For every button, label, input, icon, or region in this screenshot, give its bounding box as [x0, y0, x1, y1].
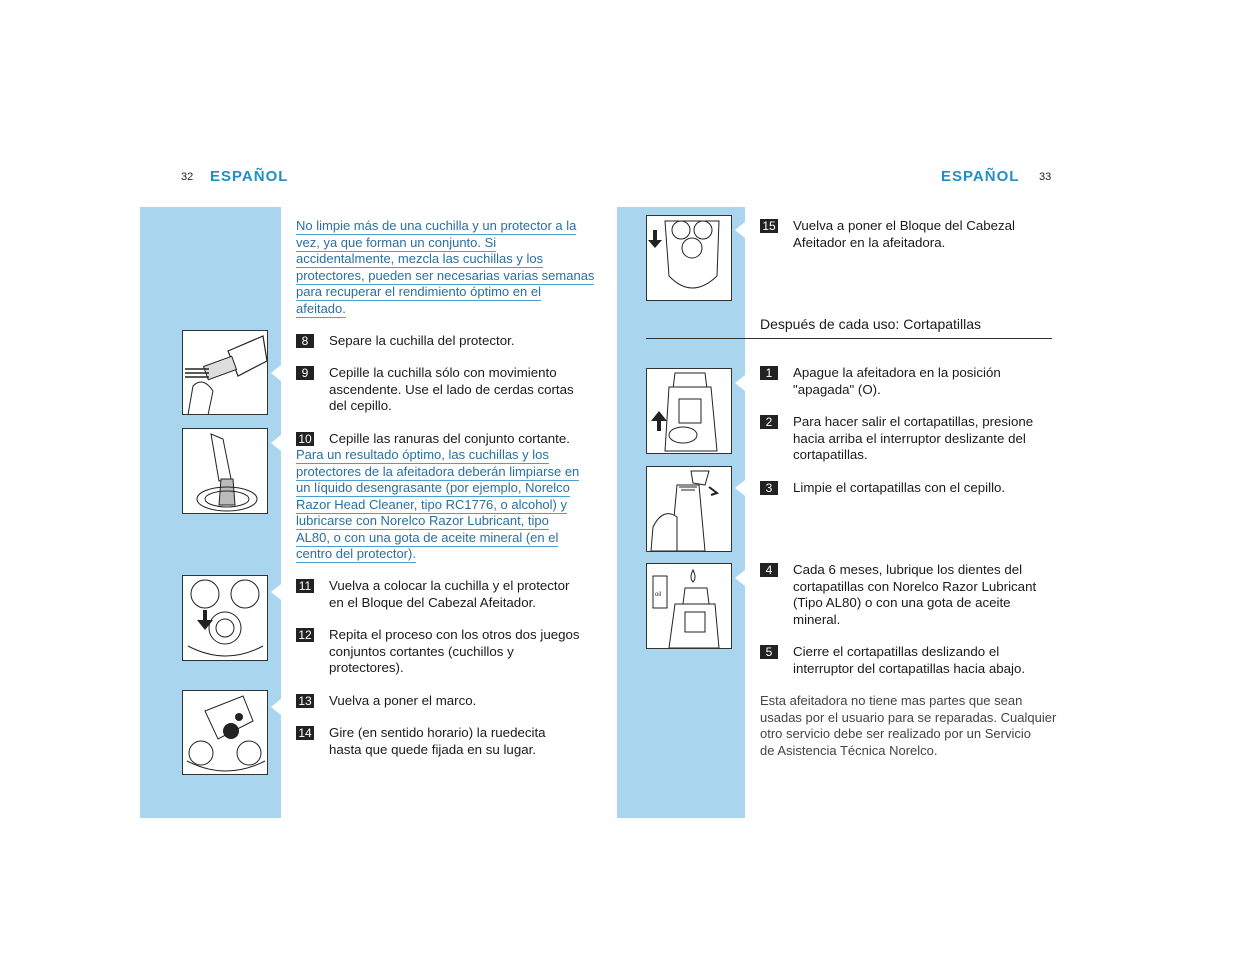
step-8 — [296, 333, 596, 350]
step-10-note — [296, 447, 596, 563]
step-10 — [296, 431, 596, 448]
step-text: Cepille la cuchilla sólo con movimiento — [329, 365, 557, 380]
note-line: afeitado. — [296, 300, 346, 316]
pointer-arrow — [271, 365, 281, 381]
step-text: ascendente. Use el lado de cerdas cortas — [329, 381, 574, 397]
step-number: 9 — [296, 366, 314, 380]
closing-line: Esta afeitadora no tiene mas partes que sean — [760, 693, 1023, 708]
step-number: 3 — [760, 481, 778, 495]
step-text: Gire (en sentido horario) la ruedecita — [329, 725, 546, 740]
note-line: protectores, pueden ser necesarias varias semanas — [296, 267, 595, 283]
step-text: Cada 6 meses, lubrique los dientes del — [793, 562, 1023, 577]
step-14 — [296, 725, 596, 759]
pointer-arrow — [735, 222, 745, 238]
closing-paragraph — [760, 693, 1060, 759]
closing-line: otro servicio debe ser realizado por un Servicio — [760, 726, 1031, 741]
warning-note — [296, 218, 596, 317]
step-text: hasta que quede fijada en su lugar. — [329, 741, 537, 757]
pointer-arrow — [735, 570, 745, 586]
trimmer-oil-icon — [646, 563, 732, 649]
trimmer-step-1 — [760, 365, 1060, 399]
trimmer-slide-up-icon — [646, 368, 732, 454]
trimmer-brush-icon — [646, 466, 732, 552]
step-11 — [296, 578, 596, 612]
step-text: Vuelva a colocar la cuchilla y el protector — [329, 578, 570, 593]
step-number: 15 — [760, 219, 778, 233]
page-number-right: 33 — [1039, 171, 1052, 183]
step-12 — [296, 627, 596, 677]
page-number-left: 32 — [181, 171, 194, 183]
note-line: vez, ya que forman un conjunto. Si — [296, 234, 497, 250]
pointer-arrow — [271, 699, 281, 715]
brush-cutter-icon — [182, 330, 268, 415]
step-text: "apagada" (O). — [793, 381, 881, 397]
step-number: 1 — [760, 366, 778, 380]
step-text: Separe la cuchilla del protector. — [329, 333, 515, 348]
step-text: cortapatillas. — [793, 447, 868, 462]
trimmer-step-5 — [760, 644, 1060, 678]
step-text: Afeitador en la afeitadora. — [793, 234, 946, 250]
note-line: protectores de la afeitadora deberán limpiarse en — [296, 463, 580, 479]
note-line: centro del protector). — [296, 546, 416, 561]
note-line: un líquido desengrasante (por ejemplo, Norelco — [296, 480, 570, 495]
step-text: Para hacer salir el cortapatillas, presione — [793, 414, 1034, 429]
language-header-right: ESPAÑOL — [941, 168, 1020, 185]
brush-cleaning-icon — [182, 428, 268, 514]
trimmer-step-3 — [760, 480, 1060, 497]
step-text: Repita el proceso con los otros dos juegos — [329, 627, 580, 642]
step-13 — [296, 693, 596, 710]
note-line: accidentalmente, mezcla las cuchillas y los — [296, 251, 544, 266]
step-text: cortapatillas con Norelco Razor Lubricant — [793, 578, 1037, 594]
note-line: No limpie más de una cuchilla y un protector a la — [296, 218, 577, 233]
trimmer-step-4 — [760, 562, 1060, 629]
note-line: Razor Head Cleaner, tipo RC1776, o alcohol) y — [296, 496, 567, 512]
step-number: 10 — [296, 432, 314, 446]
step-text: (Tipo AL80) o con una gota de aceite — [793, 595, 1011, 610]
step-text: interruptor del cortapatillas hacia abajo. — [793, 660, 1026, 676]
oil-bottle-label: oil — [655, 592, 662, 598]
pointer-arrow — [735, 375, 745, 391]
step-number: 4 — [760, 563, 778, 577]
closing-line: usadas por el usuario para se reparadas. Cualquier — [760, 709, 1057, 725]
language-header-left: ESPAÑOL — [210, 168, 289, 185]
closing-line: de Asistencia Técnica Norelco. — [760, 742, 938, 758]
step-9 — [296, 365, 596, 415]
section-divider — [646, 338, 1052, 339]
step-text: Limpie el cortapatillas con el cepillo. — [793, 480, 1006, 495]
note-line: lubricarse con Norelco Razor Lubricant, tipo — [296, 513, 549, 528]
section-heading: Después de cada uso: Cortapatillas — [760, 316, 982, 332]
step-text: Cierre el cortapatillas deslizando el — [793, 644, 1000, 659]
step-text: mineral. — [793, 611, 841, 627]
step-number: 2 — [760, 415, 778, 429]
step-number: 5 — [760, 645, 778, 659]
step-text: Vuelva a poner el Bloque del Cabezal — [793, 218, 1016, 233]
pointer-arrow — [735, 480, 745, 496]
pointer-arrow — [271, 584, 281, 600]
note-line: AL80, o con una gota de aceite mineral (en el — [296, 529, 559, 545]
step-text: en el Bloque del Cabezal Afeitador. — [329, 594, 536, 610]
step-number: 13 — [296, 694, 314, 708]
step-text: conjuntos cortantes (cuchillos y — [329, 643, 514, 659]
step-text: Cepille las ranuras del conjunto cortante. — [329, 431, 570, 446]
pointer-arrow — [271, 435, 281, 451]
step-text: Vuelva a poner el marco. — [329, 693, 477, 708]
step-15 — [760, 218, 1060, 252]
step-number: 11 — [296, 579, 314, 593]
step-text: hacia arriba el interruptor deslizante del — [793, 430, 1026, 446]
step-text: del cepillo. — [329, 398, 392, 413]
step-text: Apague la afeitadora en la posición — [793, 365, 1001, 380]
step-number: 8 — [296, 334, 314, 348]
note-line: para recuperar el rendimiento óptimo en el — [296, 284, 541, 299]
step-number: 12 — [296, 628, 314, 642]
shaver-head-mount-icon — [646, 215, 732, 301]
trimmer-step-2 — [760, 414, 1060, 464]
note-line: Para un resultado óptimo, las cuchillas y los — [296, 447, 549, 462]
wheel-turn-icon — [182, 690, 268, 775]
shaving-head-reassemble-icon — [182, 575, 268, 661]
step-text: protectores). — [329, 660, 404, 675]
step-number: 14 — [296, 726, 314, 740]
